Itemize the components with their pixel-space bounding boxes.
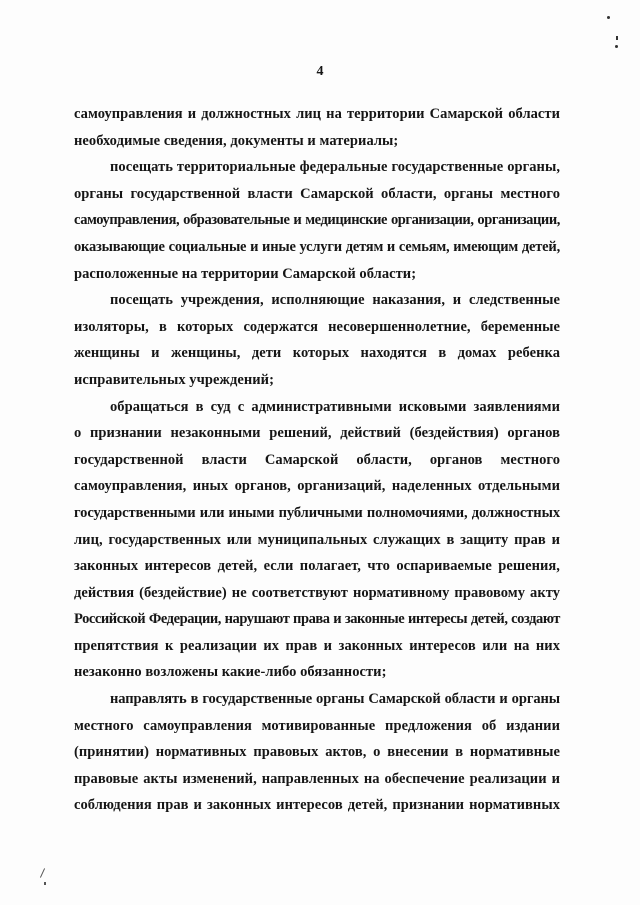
- text-line: самоуправления и должностных лиц на территории Самарской области: [74, 106, 560, 122]
- text-line: препятствия к реализации их прав и законных интересов или на них: [74, 637, 560, 654]
- text-line: необходимые сведения, документы и материалы;: [74, 132, 399, 149]
- document-body: [74, 101, 560, 819]
- text-line: оказывающие социальные и иные услуги детям и семьям, имеющим детей,: [74, 238, 560, 255]
- text-line: посещать учреждения, исполняющие наказания, и следственные: [110, 292, 560, 309]
- text-line: правовые акты изменений, направленных на обеспечение реализации и: [74, 770, 560, 787]
- scan-speck: [40, 868, 45, 877]
- text-line: исправительных учреждений;: [74, 371, 274, 388]
- text-line: (принятии) нормативных правовых актов, о внесении в нормативные: [74, 744, 560, 761]
- scan-speck: [616, 36, 618, 40]
- text-line: направлять в государственные органы Самарской области и органы: [110, 691, 560, 708]
- text-line: государственными или иными публичными полномочиями, должностных: [74, 504, 560, 521]
- paragraph-3: [74, 287, 560, 393]
- text-line: законных интересов детей, если полагает, что оспариваемые решения,: [74, 558, 560, 575]
- paragraph-4: [74, 394, 560, 687]
- scan-speck: [44, 882, 46, 885]
- text-line: о признании незаконными решений, действий (бездействия) органов: [74, 425, 560, 442]
- scan-speck: [615, 45, 618, 48]
- scan-speck: [607, 16, 610, 19]
- text-line: женщины и женщины, дети которых находятся в домах ребенка: [74, 345, 560, 362]
- text-line: самоуправления, иных органов, организаций, наделенных отдельными: [74, 478, 560, 495]
- text-line: государственной власти Самарской области, органов местного: [74, 451, 560, 468]
- paragraph-1: [74, 101, 560, 154]
- text-line: самоуправления, образовательные и медицинские организации, организации,: [74, 212, 560, 229]
- text-line: органы государственной власти Самарской области, органы местного: [74, 185, 560, 202]
- text-line: посещать территориальные федеральные государственные органы,: [110, 159, 560, 176]
- text-line: Российской Федерации, нарушают права и законные интересы детей, создают: [74, 611, 560, 628]
- text-line: изоляторы, в которых содержатся несовершеннолетние, беременные: [74, 318, 560, 335]
- text-line: действия (бездействие) не соответствуют нормативному правовому акту: [74, 584, 560, 601]
- text-line: лиц, государственных или муниципальных служащих в защиту прав и: [74, 531, 560, 548]
- page-number: 4: [316, 64, 324, 79]
- paragraph-2: [74, 154, 560, 287]
- text-line: обращаться в суд с административными исковыми заявлениями: [110, 398, 560, 415]
- text-line: местного самоуправления мотивированные предложения об издании: [74, 717, 560, 734]
- text-line: расположенные на территории Самарской области;: [74, 265, 417, 282]
- paragraph-5: [74, 686, 560, 819]
- text-line: незаконно возложены какие-либо обязанности;: [74, 664, 387, 681]
- text-line: соблюдения прав и законных интересов детей, признании нормативных: [74, 797, 560, 814]
